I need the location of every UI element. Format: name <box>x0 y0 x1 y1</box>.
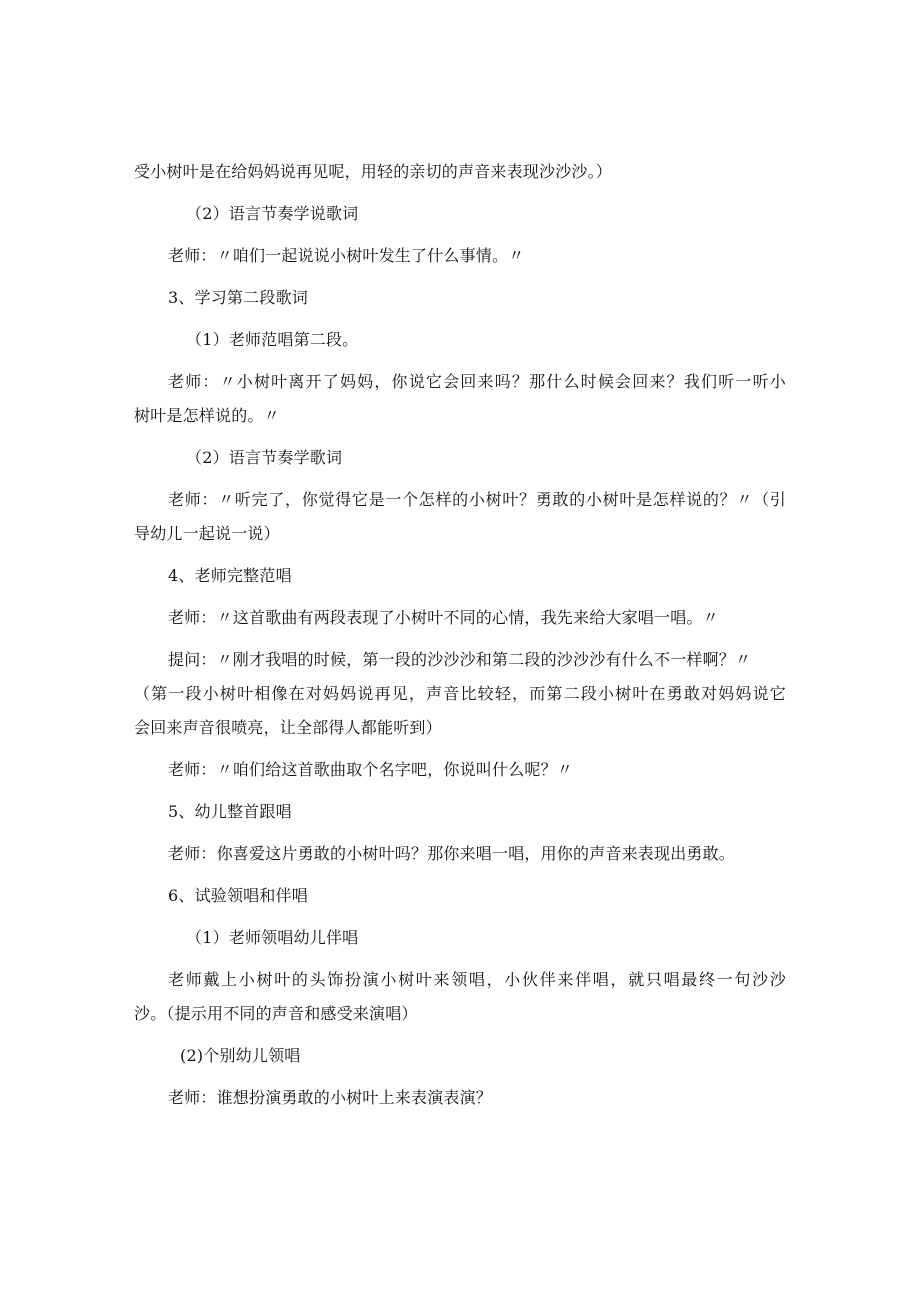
paragraph-line: 会回来声音很喷亮，让全部得人都能听到） <box>134 718 442 737</box>
section-heading: 4、老师完整范唱 <box>168 566 292 585</box>
paragraph-line: 老师：〃听完了，你觉得它是一个怎样的小树叶？勇敢的小树叶是怎样说的？〃（引 <box>168 490 786 509</box>
subheading-line: （1）老师领唱幼儿伴唱 <box>186 928 359 947</box>
paragraph-line: 老师：〃小树叶离开了妈妈，你说它会回来吗？那什么时候会回来？我们听一听小 <box>168 372 786 391</box>
section-heading: 3、学习第二段歌词 <box>168 288 308 307</box>
paragraph-line: 受小树叶是在给妈妈说再见呢，用轻的亲切的声音来表现沙沙沙。） <box>134 162 613 181</box>
paragraph-line: （第一段小树叶相像在对妈妈说再见，声音比较轻，而第二段小树叶在勇敢对妈妈说它 <box>134 684 786 703</box>
paragraph-line: 老师戴上小树叶的头饰扮演小树叶来领唱，小伙伴来伴唱，就只唱最终一句沙沙 <box>168 970 786 989</box>
paragraph-line: 老师：你喜爱这片勇敢的小树叶吗？那你来唱一唱，用你的声音来表现出勇敢。 <box>168 844 736 863</box>
paragraph-line: 树叶是怎样说的。〃 <box>134 406 280 425</box>
paragraph-line: 导幼儿一起说一说） <box>134 524 280 543</box>
paragraph-line: 老师：〃这首歌曲有两段表现了小树叶不同的心情，我先来给大家唱一唱。〃 <box>168 608 719 627</box>
subheading-line: （2）语言节奏学说歌词 <box>186 204 359 223</box>
paragraph-line: 老师：〃咱们一起说说小树叶发生了什么事情。〃 <box>168 246 525 265</box>
paragraph-line: 提问：〃刚才我唱的时候，第一段的沙沙沙和第二段的沙沙沙有什么不一样啊？〃 <box>168 650 752 669</box>
paragraph-line: 老师：〃咱们给这首歌曲取个名字吧，你说叫什么呢？〃 <box>168 760 574 779</box>
subheading-line: （1）老师范唱第二段。 <box>186 330 359 349</box>
section-heading: 5、幼儿整首跟唱 <box>168 802 292 821</box>
paragraph-line: 老师：谁想扮演勇敢的小树叶上来表演表演？ <box>168 1088 493 1107</box>
paragraph-line: 沙。（提示用不同的声音和感受来演唱） <box>134 1004 418 1023</box>
section-heading: 6、试验领唱和伴唱 <box>168 886 308 905</box>
subheading-line: (2)个别幼儿领唱 <box>180 1046 301 1065</box>
subheading-line: （2）语言节奏学歌词 <box>186 448 343 467</box>
